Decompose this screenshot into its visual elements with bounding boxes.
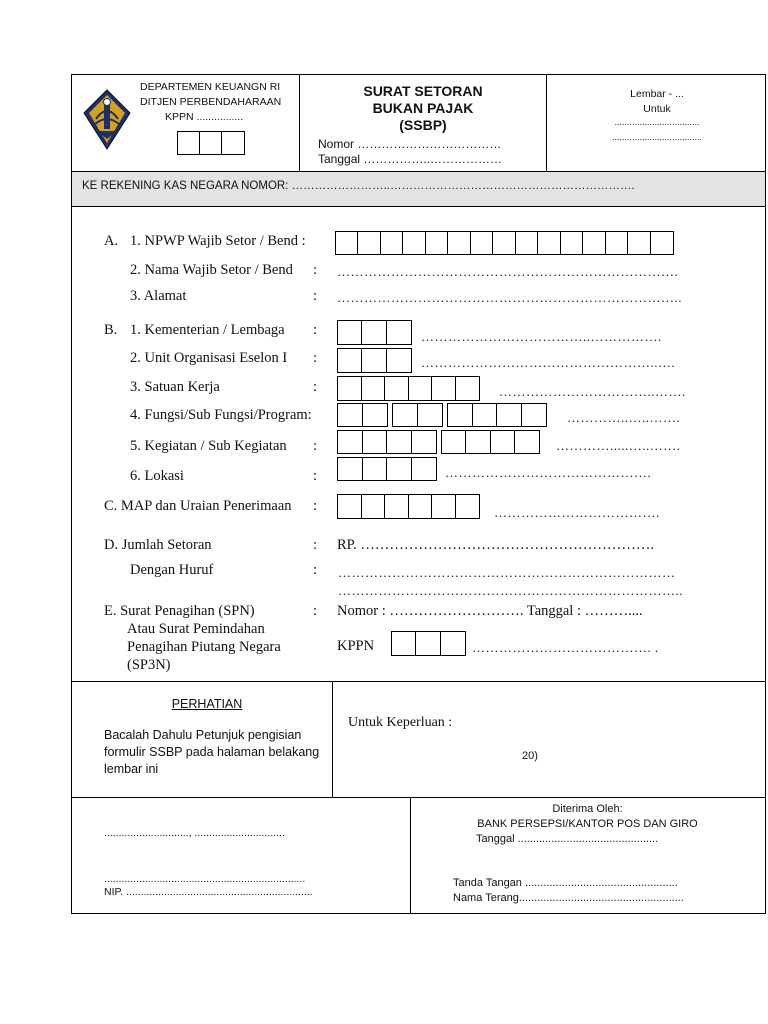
kementerian-boxes[interactable]: [337, 320, 412, 345]
colon: :: [313, 468, 318, 484]
colon: :: [313, 350, 318, 366]
spn-label-4: (SP3N): [127, 657, 171, 673]
divider-perhatian: [72, 681, 765, 682]
colon: :: [313, 537, 318, 553]
tanggal-field[interactable]: Tanggal ……………..………………: [318, 152, 503, 166]
kementerian-label: 1. Kementerian / Lembaga: [130, 322, 285, 338]
title-line2: BUKAN PAJAK: [372, 100, 474, 116]
kppn-label: KPPN ................: [165, 111, 244, 123]
program-boxes[interactable]: [447, 403, 547, 427]
sub-kegiatan-boxes[interactable]: [441, 430, 540, 454]
header-divider-2: [546, 75, 547, 171]
nama-wajib-setor-label: 2. Nama Wajib Setor / Bend: [130, 262, 293, 278]
alamat-label: 3. Alamat: [130, 288, 187, 304]
nama-wajib-setor-field[interactable]: ………………………………………………………………….: [337, 264, 679, 279]
lokasi-label: 6. Lokasi: [130, 468, 184, 484]
sub-fungsi-boxes[interactable]: [392, 403, 443, 427]
dengan-huruf-field-2[interactable]: …………………………………………………………………..: [338, 583, 683, 598]
lokasi-field[interactable]: ……………………………………….: [445, 465, 652, 480]
bank-persepsi-label: BANK PERSEPSI/KANTOR POS DAN GIRO: [477, 818, 698, 830]
spn-label-3: Penagihan Piutang Negara: [127, 639, 281, 655]
dengan-huruf-label: Dengan Huruf: [130, 562, 214, 578]
spn-label-2: Atau Surat Pemindahan: [127, 621, 265, 637]
colon: :: [313, 379, 318, 395]
section-a-letter: A.: [104, 233, 119, 249]
nomor-field[interactable]: Nomor ………………………………: [318, 137, 502, 151]
kementerian-field[interactable]: ………………………………..…………….: [421, 329, 662, 344]
dept-line1: DEPARTEMEN KEUANGN RI: [140, 81, 281, 93]
spn-nomor-tanggal-field[interactable]: Nomor : ………………………. Tanggal : ………....: [337, 603, 643, 619]
title-line1: SURAT SETORAN: [363, 83, 483, 99]
tanda-tangan-field[interactable]: Tanda Tangan ..................................................: [453, 877, 678, 889]
untuk-dots-1[interactable]: ..................................: [614, 117, 700, 127]
spn-label-1: E. Surat Penagihan (SPN): [104, 603, 255, 619]
tempat-tanggal-field[interactable]: ............................., ...............................: [104, 827, 285, 839]
perhatian-line1: Bacalah Dahulu Petunjuk pengisian: [104, 728, 302, 742]
diterima-oleh-label: Diterima Oleh:: [552, 803, 623, 815]
spn-kppn-boxes[interactable]: [391, 631, 466, 656]
colon: :: [313, 603, 318, 619]
divider-signature: [72, 797, 765, 798]
spn-kppn-field[interactable]: …………………………………. .: [472, 640, 659, 655]
kemenkeu-logo-icon: [82, 89, 132, 151]
penyetor-signature-field[interactable]: .....................................................................: [104, 873, 306, 885]
unit-organisasi-boxes[interactable]: [337, 348, 412, 373]
perhatian-line2: formulir SSBP pada halaman belakang: [104, 745, 320, 759]
satuan-kerja-boxes[interactable]: [337, 376, 480, 401]
kegiatan-boxes[interactable]: [337, 430, 437, 454]
map-boxes[interactable]: [337, 494, 480, 519]
title-line3: (SSBP): [399, 117, 447, 133]
perhatian-title: PERHATIAN: [171, 697, 243, 711]
nama-terang-field[interactable]: Nama Terang......................................................: [453, 892, 684, 904]
lokasi-boxes[interactable]: [337, 457, 437, 481]
dept-line2: DITJEN PERBENDAHARAAN: [140, 96, 282, 108]
map-label: C. MAP dan Uraian Penerimaan: [104, 498, 292, 514]
fungsi-program-field[interactable]: …………..…..…….: [567, 410, 681, 425]
unit-organisasi-label: 2. Unit Organisasi Eselon I: [130, 350, 288, 366]
alamat-field[interactable]: …………………………………………………………………..: [337, 290, 682, 305]
untuk-dots-2[interactable]: ....................................: [611, 132, 703, 142]
ssbp-form: [71, 74, 766, 914]
bank-tanggal-field[interactable]: Tanggal ..............................................: [476, 833, 659, 845]
unit-organisasi-field[interactable]: ……………………………………………..….: [421, 355, 676, 370]
satuan-kerja-field[interactable]: ……………………………..…….: [499, 384, 686, 399]
colon: :: [313, 438, 318, 454]
jumlah-setoran-field[interactable]: RP. …………………………………………………….: [337, 537, 655, 553]
nip-field[interactable]: NIP. ................................................................: [104, 886, 313, 898]
untuk-label: Untuk: [643, 103, 671, 115]
kppn-code-boxes[interactable]: [177, 131, 245, 155]
npwp-label: 1. NPWP Wajib Setor / Bend :: [130, 233, 306, 249]
form-title: [308, 83, 538, 134]
colon: :: [313, 288, 318, 304]
perhatian-line3: lembar ini: [104, 762, 159, 776]
jumlah-setoran-label: D. Jumlah Setoran: [104, 537, 212, 553]
fungsi-program-label: 4. Fungsi/Sub Fungsi/Program:: [130, 407, 312, 423]
rekening-nomor-field[interactable]: KE REKENING KAS NEGARA NOMOR: ……………………..……………………………………………………….: [82, 180, 635, 192]
dengan-huruf-field-1[interactable]: …………………………………………………………………: [338, 565, 676, 580]
untuk-keperluan-label: Untuk Keperluan :: [348, 715, 453, 730]
kegiatan-label: 5. Kegiatan / Sub Kegiatan: [130, 438, 287, 454]
fungsi-boxes[interactable]: [337, 403, 388, 427]
colon: :: [313, 562, 318, 578]
npwp-boxes[interactable]: [335, 231, 674, 255]
header-divider-1: [299, 75, 300, 171]
satuan-kerja-label: 3. Satuan Kerja: [130, 379, 220, 395]
lembar-label: Lembar - ...: [630, 88, 684, 100]
spn-kppn-label: KPPN: [337, 638, 375, 654]
colon: :: [313, 498, 318, 514]
section-b-letter: B.: [104, 322, 118, 338]
kegiatan-field[interactable]: ………….....…..…….: [556, 438, 681, 453]
colon: :: [313, 322, 318, 338]
colon: :: [313, 262, 318, 278]
map-uraian-field[interactable]: ……………………………….: [494, 505, 660, 520]
footnote-20: 20): [522, 750, 538, 762]
